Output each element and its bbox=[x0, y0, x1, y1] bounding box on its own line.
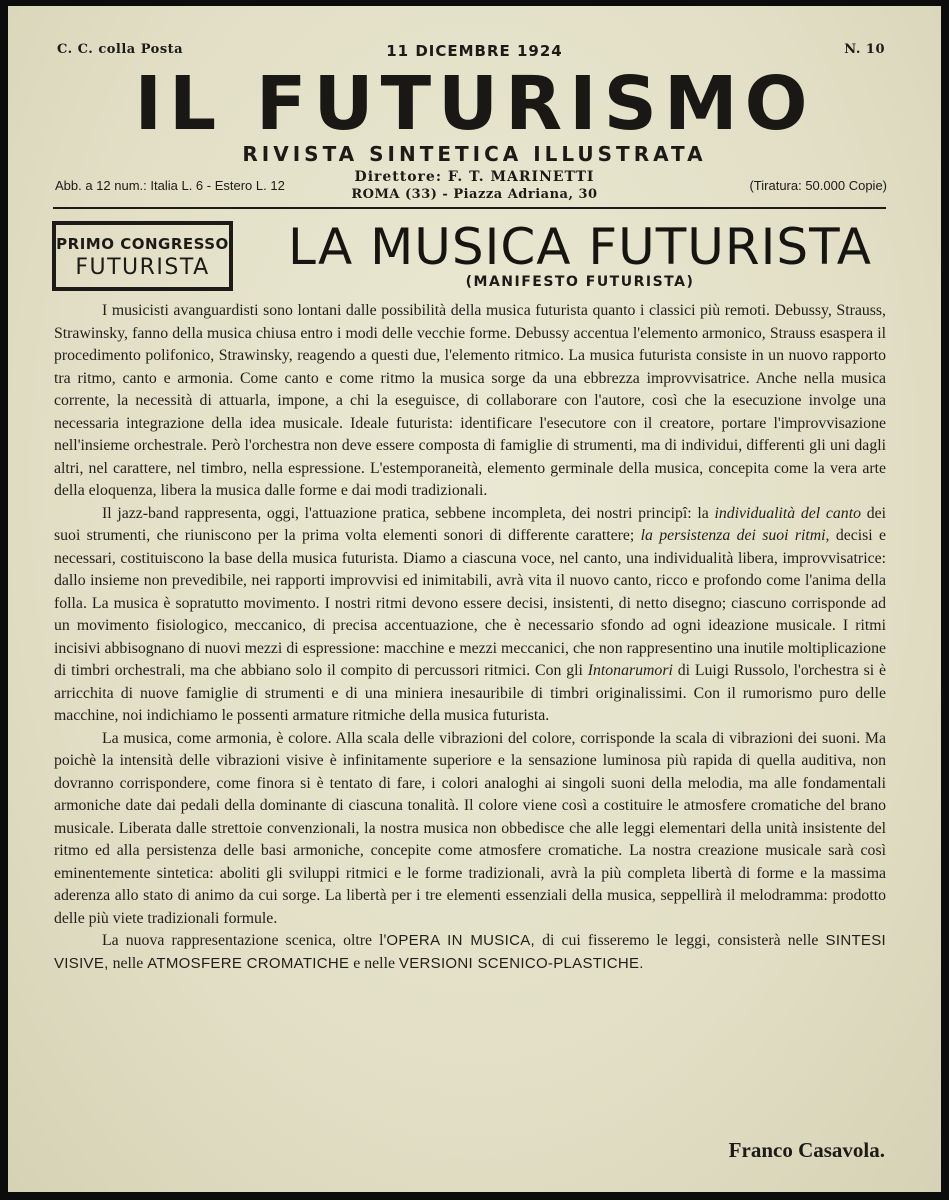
italic-phrase: individualità del canto bbox=[714, 504, 861, 522]
paragraph-3: La musica, come armonia, è colore. Alla scala delle vibrazioni del colore, corrisponde la scala di vibrazioni dei suoni. Ma poichè la intensità delle vibrazioni visive è infinitamente superiore e la sensazione luminosa più rapida di quella auditiva, non dovranno corrispondere, come finora si è tentato di fare, i colori analoghi ai singoli suoni della melodia, ma alle fondamentali armoniche date dai pedali della dominante di ciascuna tonalità. Il colore viene così a costituire le atmosfere cromatiche del brano musicale. Liberata dalle strettoie convenzionali, la nostra musica non obbedisce che alle leggi elementari della unità insistente del ritmo ed alla persistenza delle basi armoniche, concepite come atmosfere cromatiche. La nostra creazione musicale sarà così eminentemente sintetica: aboliti gli sviluppi ritmici e le forme tradizionali, avrà la più completa libertà di forme e la massima aderenza allo stato di animo da cui sorge. La libertà per i tre elementi essenziali della musica, seppellirà il melodramma: prodotto delle più viete tradizionali formule. bbox=[54, 729, 886, 927]
caps-phrase: SINTESI VISIVE, bbox=[54, 932, 886, 972]
newspaper-page bbox=[8, 6, 941, 1192]
issue-number: N. 10 bbox=[844, 42, 885, 57]
congress-box bbox=[52, 221, 233, 291]
article-body bbox=[54, 300, 886, 975]
author-signature: Franco Casavola. bbox=[728, 1138, 885, 1162]
article-title: LA MUSICA FUTURISTA bbox=[288, 218, 872, 276]
italic-phrase: Intonarumori bbox=[587, 662, 673, 679]
article-subtitle: (MANIFESTO FUTURISTA) bbox=[465, 274, 695, 290]
congress-box-line1: PRIMO CONGRESSO bbox=[56, 235, 229, 253]
masthead-title: IL FUTURISMO bbox=[134, 61, 815, 147]
caps-phrase: ATMOSFERE CROMATICHE bbox=[147, 954, 350, 972]
postal-note: C. C. colla Posta bbox=[57, 42, 184, 57]
masthead-subtitle: RIVISTA SINTETICA ILLUSTRATA bbox=[242, 142, 707, 166]
paragraph-2: Il jazz-band rappresenta, oggi, l'attuazione pratica, sebbene incompleta, dei nostri principî: la individualità del canto dei suoi strumenti, che riuniscono per la prima volta elementi sonori di differente carattere; la persistenza dei suoi ritmi, decisi e necessari, costituiscono la base della musica futurista. Diamo a ciascuna voce, nel canto, una individualità libera, improvvisatrice: dallo insieme non prevedibile, nei rapporti improvvisi ed inimitabili, avrà vita il nuovo canto, ricco e profondo come l'anima della folla. La musica è sopratutto movimento. I nostri ritmi devono essere decisi, insistenti, di netto disegno; ciascuno corrisponde ad un movimento fisiologico, meccanico, di precisa accentuazione, che è necessario sfondo ad ogni ideazione musicale. I ritmi incisivi abbisognano di nuovi mezzi di espressione: macchine e mezzi meccanici, che non rappresentino una inutile moltiplicazione di timbri orchestrali, ma che abbiano solo il compito di percussori ritmici. Con gli Intonarumori di Luigi Russolo, l'orchestra si è arricchita di nuove famiglie di strumenti e di una miniera inesauribile di timbri originalissimi. Con il rumorismo puro delle macchine, noi indichiamo le possenti armature ritmiche della musica futurista. bbox=[54, 504, 886, 724]
print-run: (Tiratura: 50.000 Copie) bbox=[749, 178, 887, 193]
editorial-address: ROMA (33) - Piazza Adriana, 30 bbox=[351, 187, 598, 202]
header-divider bbox=[53, 207, 886, 209]
paragraph-4: La nuova rappresentazione scenica, oltre l'OPERA IN MUSICA, di cui fisseremo le leggi, consisterà nelle SINTESI VISIVE, nelle ATMOSFERE CROMATICHE e nelle VERSIONI SCENICO-PLASTICHE. bbox=[54, 932, 886, 972]
issue-date: 11 DICEMBRE 1924 bbox=[386, 42, 563, 60]
director-name: Direttore: F. T. MARINETTI bbox=[354, 169, 595, 185]
congress-box-line2: FUTURISTA bbox=[75, 255, 210, 280]
caps-phrase: OPERA IN MUSICA, bbox=[386, 932, 535, 949]
subscription-info: Abb. a 12 num.: Italia L. 6 - Estero L. 12 bbox=[55, 178, 285, 193]
caps-phrase: VERSIONI SCENICO-PLASTICHE. bbox=[398, 954, 644, 972]
paragraph-1: I musicisti avanguardisti sono lontani dalle possibilità della musica futurista quanto i classici più remoti. Debussy, Strauss, Strawinsky, fanno della musica chiusa entro i modi delle vecchie forme. Debussy accentua l'elemento armonico, Strauss esaspera il procedimento polifonico, Strawinsky, reagendo a questi due, l'elemento ritmico. La musica futurista consiste in un nuovo rapporto tra ritmo, canto e armonia. Come canto e come ritmo la musica sorge da una ebbrezza improvvisatrice. Anche nella musica corrente, la necessità di attuarla, impone, a chi la eseguisce, di collaborare con l'autore, così che la esecuzione involge una necessaria integrazione della idea musicale. Ideale futurista: identificare l'esecutore con il creatore, portare l'improvvisazione nell'insieme orchestrale. Però l'orchestra non deve essere composta di famiglie di strumenti, ma di individui, differenti gli uni dagli altri, nel carattere, nel timbro, nella espressione. L'estemporaneità, elemento germinale della musica, concepita come la vera arte della eloquenza, libera la musica dalle forme e dai modi tradizionali. bbox=[54, 302, 886, 499]
italic-phrase: la persistenza dei suoi ritmi, bbox=[640, 527, 830, 544]
